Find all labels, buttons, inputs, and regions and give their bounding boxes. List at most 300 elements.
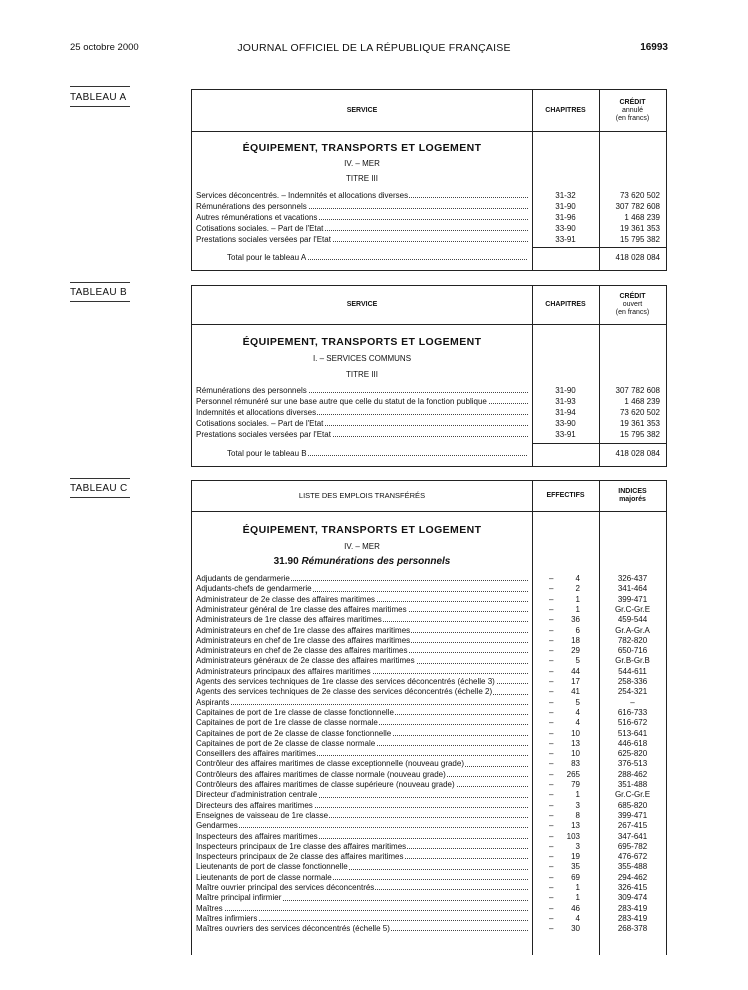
row-label (196, 574, 528, 584)
page-number: 16993 (640, 42, 668, 53)
table-row (192, 396, 666, 407)
row-label-text: Capitaines de port de 2e classe de classe normale (196, 738, 376, 748)
row-dash: – (549, 852, 554, 862)
row-label (196, 708, 528, 718)
row-label (196, 790, 528, 800)
row-label (196, 718, 528, 728)
col-header-indices-line: INDICES (618, 488, 647, 495)
row-indices: 351-488 (617, 780, 648, 789)
table-row (192, 698, 666, 708)
row-label-text: Inspecteurs principaux de 1re classe des affaires maritimes (196, 841, 407, 851)
row-credit: 73 620 502 (619, 191, 660, 200)
table-row (192, 677, 666, 687)
issue-date: 25 octobre 2000 (70, 42, 139, 53)
row-dash: – (549, 862, 554, 872)
row-label-text: Adjudants-chefs de gendarmerie (196, 584, 312, 594)
row-indices: 294-462 (617, 872, 648, 882)
row-dash: – (549, 574, 554, 583)
table-row (192, 201, 666, 212)
table-row (192, 821, 666, 831)
row-dash: – (549, 841, 554, 851)
row-dash: – (549, 790, 554, 800)
row-label-text: Capitaines de port de 1re classe de classe fonctionnelle (196, 707, 394, 717)
row-label (196, 811, 528, 821)
ministry-heading: ÉQUIPEMENT, TRANSPORTS ET LOGEMENT (242, 336, 482, 348)
table-row (192, 418, 666, 429)
col-header-credit (599, 90, 666, 131)
row-effectif-value: 1 (575, 594, 580, 604)
row-label (196, 821, 528, 831)
row-indices: 376-513 (617, 759, 648, 769)
col-header-indices-line: majorés (619, 496, 646, 503)
row-dash: – (549, 924, 554, 934)
table-row (192, 605, 666, 615)
row-label-text: Maîtres (196, 903, 223, 913)
row-dash: – (549, 604, 554, 614)
row-indices: 288-462 (617, 769, 648, 779)
table-row (192, 667, 666, 677)
row-effectif-value: 6 (575, 625, 580, 635)
col-header-credit (599, 286, 666, 324)
row-effectif-value: 2 (575, 584, 580, 594)
row-label (196, 914, 528, 924)
row-label-text: Administrateurs en chef de 1re classe des affaires maritimes (196, 625, 411, 635)
table-row (192, 636, 666, 646)
row-effectif-value: 46 (571, 903, 580, 913)
row-effectif-value: 8 (575, 810, 580, 820)
row-dash: – (549, 913, 554, 923)
table-row (192, 904, 666, 914)
tableau-c-rule-bottom (70, 497, 130, 498)
chapter-number: 31.90 (273, 556, 299, 567)
row-label-text: Rémunérations des personnels (196, 386, 307, 395)
row-effectif-value: 3 (575, 841, 580, 851)
table-row (192, 811, 666, 821)
row-label-text: Contrôleur des affaires maritimes de classe exceptionnelle (nouveau grade) (196, 759, 464, 769)
row-label (196, 893, 528, 903)
row-dash: – (549, 584, 554, 594)
titre-heading: TITRE III (346, 174, 378, 183)
row-effectif-value: 5 (575, 656, 580, 666)
row-label-text: Inspecteurs des affaires maritimes (196, 831, 318, 841)
row-effectif-value: 4 (575, 913, 580, 923)
row-label (196, 852, 528, 862)
row-label (196, 759, 528, 769)
row-label (196, 832, 528, 842)
tableau-a-label: TABLEAU A (70, 92, 127, 103)
total-value: 418 028 084 (615, 253, 660, 262)
table-row (192, 646, 666, 656)
ministry-heading: ÉQUIPEMENT, TRANSPORTS ET LOGEMENT (242, 142, 482, 154)
row-effectif-value: 69 (571, 872, 580, 882)
row-indices: 399-471 (617, 594, 648, 604)
row-label (196, 677, 528, 687)
row-indices: Gr.B-Gr.B (615, 656, 650, 666)
row-dash: – (549, 893, 554, 903)
row-label (196, 595, 528, 605)
row-indices: Gr.C-Gr.E (614, 790, 651, 800)
row-label-text: Administrateurs en chef de 2e classe des affaires maritimes (196, 646, 408, 656)
row-label-text: Administrateurs de 1re classe des affaires maritimes (196, 615, 382, 625)
row-dash: – (549, 635, 554, 645)
table-row (192, 759, 666, 769)
row-indices: 782-820 (617, 635, 648, 645)
row-indices: 254-321 (617, 687, 648, 697)
row-effectif-value: 103 (566, 831, 580, 841)
row-indices: 516-672 (617, 718, 648, 728)
row-label (196, 873, 528, 883)
row-label-text: Inspecteurs principaux de 2e classe des affaires maritimes (196, 852, 404, 862)
total-label: Total pour le tableau A (227, 252, 527, 263)
row-dash: – (549, 780, 554, 789)
table-row (192, 873, 666, 883)
row-dash: – (549, 872, 554, 882)
row-indices: 625-820 (617, 749, 648, 759)
row-dash: – (549, 697, 554, 707)
row-label (196, 883, 528, 893)
row-effectif-value: 30 (571, 924, 580, 934)
section-heading: IV. – MER (344, 542, 380, 551)
row-credit: 307 782 608 (615, 386, 660, 395)
row-label (196, 429, 528, 440)
row-chapitre: 31-96 (555, 213, 576, 222)
row-effectif-value: 4 (575, 718, 580, 728)
row-effectif-value: 4 (575, 707, 580, 717)
row-dash: – (549, 903, 554, 913)
row-label (196, 212, 528, 223)
col-header-chapitres: CHAPITRES (545, 106, 586, 114)
row-dash: – (549, 666, 554, 676)
table-row (192, 212, 666, 223)
table-row (192, 615, 666, 625)
row-label-text: Personnel rémunéré sur une base autre que celle du statut de la fonction publique (196, 397, 487, 406)
table-row (192, 801, 666, 811)
row-indices: 283-419 (617, 913, 648, 923)
row-credit: 73 620 502 (619, 408, 660, 417)
row-effectif-value: 36 (571, 615, 580, 625)
row-effectif-value: 18 (571, 635, 580, 645)
row-label (196, 749, 528, 759)
chapter-title: Rémunérations des personnels (301, 556, 451, 567)
row-label (196, 223, 528, 234)
row-label-text: Capitaines de port de 2e classe de classe fonctionnelle (196, 728, 392, 738)
col-header-chapitres: CHAPITRES (545, 301, 586, 308)
total-row (192, 448, 666, 459)
row-chapitre: 31-32 (555, 191, 576, 200)
row-label (196, 636, 528, 646)
row-indices: 513-641 (617, 728, 648, 738)
row-dash: – (549, 718, 554, 728)
row-dash: – (549, 687, 554, 697)
row-label (196, 770, 528, 780)
row-effectif-value: 1 (575, 604, 580, 614)
row-indices: 695-782 (617, 841, 648, 851)
col-header-service: SERVICE (346, 301, 378, 308)
section-heading: I. – SERVICES COMMUNS (312, 354, 412, 363)
row-effectif-value: 44 (571, 666, 580, 676)
row-label-text: Prestations sociales versées par l'Etat (196, 235, 331, 244)
row-effectif-value: 1 (575, 790, 580, 800)
row-label (196, 605, 528, 615)
table-row (192, 893, 666, 903)
row-indices: 459-544 (617, 615, 648, 625)
table-row (192, 656, 666, 666)
row-label-text: Conseillers des affaires maritimes (196, 749, 316, 759)
table-row (192, 574, 666, 584)
row-label (196, 584, 528, 594)
row-label-text: Capitaines de port de 1re classe de classe normale (196, 718, 378, 728)
row-dash: – (549, 821, 554, 831)
row-effectif-value: 29 (571, 646, 580, 656)
row-chapitre: 31-90 (555, 202, 576, 211)
table-row (192, 595, 666, 605)
tableau-a-rule-top (70, 86, 130, 87)
section-heading: IV. – MER (344, 159, 380, 168)
tableau-a-rule-bottom (70, 106, 130, 107)
row-label (196, 687, 528, 697)
row-effectif-value: 13 (571, 821, 580, 831)
row-label-text: Enseignes de vaisseau de 1re classe (196, 810, 329, 820)
row-dash: – (549, 769, 554, 779)
tableau-b (191, 285, 667, 467)
row-label (196, 201, 528, 212)
row-label (196, 739, 528, 749)
row-effectif-value: 5 (575, 697, 580, 707)
row-label-text: Directeurs des affaires maritimes (196, 800, 313, 810)
row-credit: 307 782 608 (615, 202, 660, 211)
row-effectif-value: 10 (571, 728, 580, 738)
row-effectif-value: 4 (575, 574, 580, 583)
table-row (192, 407, 666, 418)
row-label-text: Administrateurs principaux des affaires maritimes (196, 666, 371, 676)
table-row (192, 780, 666, 790)
tableau-c (191, 480, 667, 955)
row-indices: 341-464 (617, 584, 648, 594)
row-effectif-value: 79 (571, 780, 580, 789)
row-label-text: Cotisations sociales. – Part de l'Etat (196, 419, 324, 428)
row-effectif-value: 19 (571, 852, 580, 862)
journal-title: JOURNAL OFFICIEL DE LA RÉPUBLIQUE FRANÇAISE (237, 42, 511, 54)
table-row (192, 842, 666, 852)
row-indices: 283-419 (617, 903, 648, 913)
row-credit: 19 361 353 (619, 224, 660, 233)
row-indices: 476-672 (617, 852, 648, 862)
row-label-text: Aspirants (196, 697, 230, 707)
row-dash: – (549, 656, 554, 666)
col-header-credit-line: CRÉDIT (619, 98, 646, 106)
row-dash: – (549, 707, 554, 717)
row-indices: 650-716 (617, 646, 648, 656)
row-chapitre: 31-94 (555, 408, 576, 417)
row-label-text: Maître principal infirmier (196, 893, 282, 903)
col-header-service: SERVICE (346, 106, 378, 114)
row-credit: 1 468 239 (624, 213, 660, 222)
col-header-credit-line: ouvert (622, 301, 643, 308)
row-label-text: Administrateurs en chef de 1re classe des affaires maritimes (196, 635, 411, 645)
row-indices: 309-474 (617, 893, 648, 903)
table-row (192, 626, 666, 636)
row-label-text: Contrôleurs des affaires maritimes de classe supérieure (nouveau grade) (196, 780, 455, 789)
col-header-credit-line: annulé (621, 106, 644, 114)
row-indices: 544-611 (618, 666, 647, 676)
row-dash: – (549, 625, 554, 635)
total-value: 418 028 084 (615, 449, 660, 458)
row-label (196, 862, 528, 872)
row-effectif-value: 265 (566, 769, 580, 779)
row-label-text: Maître ouvrier principal des services déconcentrés (196, 883, 375, 892)
row-label-text: Cotisations sociales. – Part de l'Etat (196, 224, 324, 233)
row-label (196, 234, 528, 245)
row-indices: 326-437 (617, 574, 648, 583)
table-row (192, 770, 666, 780)
row-label-text: Lieutenants de port de classe fonctionnelle (196, 862, 348, 872)
row-label (196, 626, 528, 636)
row-label (196, 615, 528, 625)
row-indices: 258-336 (617, 677, 648, 686)
table-row (192, 385, 666, 396)
row-label-text: Administrateur de 2e classe des affaires maritimes (196, 594, 376, 604)
table-row (192, 223, 666, 234)
row-label (196, 729, 528, 739)
table-row (192, 729, 666, 739)
row-label (196, 842, 528, 852)
row-indices: 685-820 (617, 800, 648, 810)
row-label-text: Maîtres ouvriers des services déconcentrés (échelle 5) (196, 924, 390, 934)
table-row (192, 687, 666, 697)
row-label-text: Administrateur général de 1re classe des affaires maritimes (196, 604, 407, 614)
row-indices: Gr.C-Gr.E (614, 604, 651, 614)
row-indices: 446-618 (617, 738, 648, 748)
row-chapitre: 33-90 (555, 224, 576, 233)
row-indices: 326-415 (617, 883, 648, 892)
total-separator (532, 443, 666, 444)
tableau-c-rule-top (70, 478, 130, 479)
table-row (192, 234, 666, 245)
ministry-heading: ÉQUIPEMENT, TRANSPORTS ET LOGEMENT (242, 524, 482, 536)
row-dash: – (549, 728, 554, 738)
col-header-effectifs: EFFECTIFS (546, 492, 585, 499)
row-chapitre: 33-91 (555, 235, 576, 244)
row-label-text: Services déconcentrés. – Indemnités et allocations diverses (196, 191, 409, 200)
row-credit: 19 361 353 (619, 419, 660, 428)
table-row (192, 862, 666, 872)
row-indices: 616-733 (617, 707, 648, 717)
row-label-text: Adjudants de gendarmerie (196, 574, 290, 583)
row-indices: 267-415 (617, 821, 648, 831)
row-label-text: Contrôleurs des affaires maritimes de classe normale (nouveau grade) (196, 769, 446, 779)
row-dash: – (549, 738, 554, 748)
row-label (196, 396, 528, 407)
tableau-b-rule-top (70, 282, 130, 283)
table-row (192, 924, 666, 934)
row-label-text: Prestations sociales versées par l'Etat (196, 430, 331, 439)
row-effectif-value: 35 (571, 862, 580, 872)
row-label (196, 646, 528, 656)
tableau-b-rule-bottom (70, 301, 130, 302)
row-effectif-value: 1 (575, 893, 580, 903)
table-row (192, 790, 666, 800)
chapter-heading (192, 556, 532, 567)
col-header-indices (599, 481, 666, 511)
row-label (196, 904, 528, 914)
table-row (192, 832, 666, 842)
row-chapitre: 31-90 (555, 386, 576, 395)
row-indices: 399-471 (617, 810, 648, 820)
row-effectif-value: 3 (575, 800, 580, 810)
row-effectif-value: 13 (571, 738, 580, 748)
row-effectif-value: 41 (571, 687, 580, 697)
row-label-text: Lieutenants de port de classe normale (196, 872, 332, 882)
total-separator (532, 247, 666, 248)
row-indices: 355-488 (617, 862, 648, 872)
row-label (196, 190, 528, 201)
table-row (192, 914, 666, 924)
row-indices: Gr.A-Gr.A (615, 625, 650, 635)
col-header-credit-line: CRÉDIT (619, 293, 646, 300)
table-row (192, 429, 666, 440)
row-credit: 1 468 239 (624, 397, 660, 406)
tableau-a (191, 89, 667, 271)
row-indices: – (630, 697, 635, 707)
col-header-emplois: LISTE DES EMPLOIS TRANSFÉRÉS (298, 491, 426, 500)
row-chapitre: 31-93 (555, 397, 576, 406)
row-label (196, 698, 528, 708)
row-label (196, 418, 528, 429)
tableau-c-label: TABLEAU C (70, 483, 128, 494)
table-row (192, 584, 666, 594)
row-credit: 15 795 382 (619, 430, 660, 439)
row-dash: – (549, 810, 554, 820)
row-label (196, 656, 528, 666)
row-label (196, 407, 528, 418)
col-header-credit-line: (en francs) (615, 114, 650, 122)
row-label-text: Indemnités et allocations diverses (196, 408, 317, 417)
row-label (196, 667, 528, 677)
row-label-text: Gendarmes (196, 821, 238, 831)
table-row (192, 749, 666, 759)
total-label: Total pour le tableau B (227, 448, 527, 459)
row-label-text: Rémunérations des personnels (196, 202, 307, 211)
row-effectif-value: 10 (571, 749, 580, 759)
row-dash: – (549, 677, 554, 686)
row-label-text: Maîtres infirmiers (196, 913, 258, 923)
total-row (192, 252, 666, 263)
row-effectif-value: 83 (571, 759, 580, 769)
table-row (192, 852, 666, 862)
row-label (196, 385, 528, 396)
tableau-b-label: TABLEAU B (70, 287, 127, 298)
row-label-text: Directeur d'administration centrale (196, 790, 318, 800)
row-label (196, 801, 528, 811)
row-dash: – (549, 749, 554, 759)
row-dash: – (549, 883, 554, 892)
row-chapitre: 33-91 (555, 430, 576, 439)
table-row (192, 190, 666, 201)
row-label (196, 924, 528, 934)
row-indices: 268-378 (617, 924, 648, 934)
row-dash: – (549, 646, 554, 656)
row-label-text: Agents des services techniques de 1re classe des services déconcentrés (échelle 3) (196, 677, 495, 686)
row-label-text: Agents des services techniques de 2e classe des services déconcentrés (échelle 2) (196, 687, 493, 697)
row-dash: – (549, 615, 554, 625)
row-chapitre: 33-90 (555, 419, 576, 428)
row-dash: – (549, 800, 554, 810)
table-row (192, 708, 666, 718)
row-dash: – (549, 594, 554, 604)
row-label-text: Administrateurs généraux de 2e classe des affaires maritimes (196, 656, 415, 666)
row-effectif-value: 17 (571, 677, 580, 686)
row-dash: – (549, 831, 554, 841)
